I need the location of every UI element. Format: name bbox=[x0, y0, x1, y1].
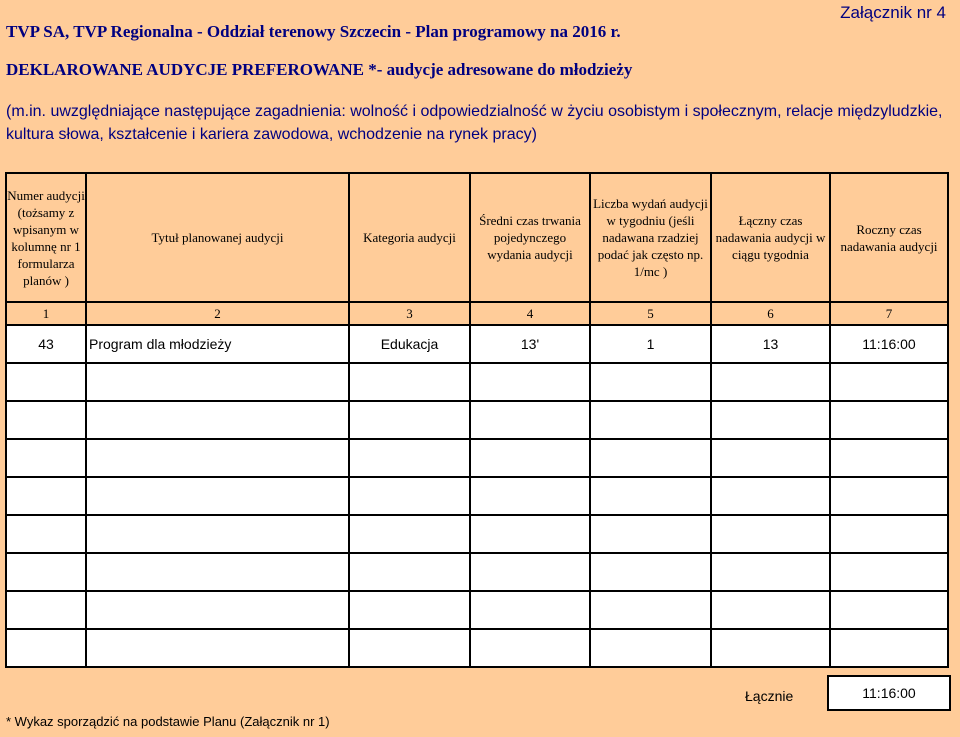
table-cell bbox=[470, 553, 590, 591]
page-description: (m.in. uwzględniające następujące zagadnienia: wolność i odpowiedzialność w życiu osobistym i społecznym, relacje międzyludzkie, kultura słowa, kształcenie i kariera zawodowa, wchodzenie na rynek pracy) bbox=[6, 103, 943, 143]
table-cell bbox=[470, 477, 590, 515]
column-header: Średni czas trwania pojedynczego wydania audycji bbox=[470, 173, 590, 302]
table-cell bbox=[711, 363, 830, 401]
column-number-row bbox=[6, 302, 948, 325]
table-cell bbox=[349, 363, 470, 401]
table-cell bbox=[86, 591, 349, 629]
table-cell bbox=[590, 629, 711, 667]
table-cell bbox=[86, 515, 349, 553]
table-cell bbox=[86, 629, 349, 667]
table-cell bbox=[86, 401, 349, 439]
total-value: 11:16:00 bbox=[827, 675, 951, 711]
table-cell bbox=[349, 515, 470, 553]
table-row-empty bbox=[6, 515, 948, 553]
table-cell bbox=[830, 553, 948, 591]
table-cell bbox=[86, 363, 349, 401]
table-cell bbox=[830, 591, 948, 629]
table-cell bbox=[590, 591, 711, 629]
table-header-row bbox=[6, 173, 948, 302]
table-cell: 13' bbox=[470, 325, 590, 363]
table-cell bbox=[349, 439, 470, 477]
column-header: Numer audycji (tożsamy z wpisanym w kolumnę nr 1 formularza planów ) bbox=[6, 173, 86, 302]
annex-label: Załącznik nr 4 bbox=[840, 3, 946, 22]
table-cell bbox=[349, 591, 470, 629]
column-number: 6 bbox=[711, 302, 830, 325]
table-cell bbox=[349, 629, 470, 667]
programs-table bbox=[5, 172, 949, 668]
table-cell bbox=[6, 591, 86, 629]
table-cell bbox=[86, 553, 349, 591]
table-cell bbox=[590, 363, 711, 401]
table-cell bbox=[711, 515, 830, 553]
table-cell: 1 bbox=[590, 325, 711, 363]
table-row-empty bbox=[6, 401, 948, 439]
table-cell bbox=[6, 363, 86, 401]
table-cell bbox=[711, 401, 830, 439]
table-cell bbox=[590, 477, 711, 515]
column-number: 1 bbox=[6, 302, 86, 325]
table-cell bbox=[470, 629, 590, 667]
table-cell bbox=[830, 629, 948, 667]
table-cell bbox=[6, 439, 86, 477]
table-row-empty bbox=[6, 363, 948, 401]
table-cell: Program dla młodzieży bbox=[86, 325, 349, 363]
column-header: Łączny czas nadawania audycji w ciągu tygodnia bbox=[711, 173, 830, 302]
table-cell bbox=[590, 401, 711, 439]
table-cell: Edukacja bbox=[349, 325, 470, 363]
table-cell bbox=[6, 401, 86, 439]
column-number: 2 bbox=[86, 302, 349, 325]
table-cell: 11:16:00 bbox=[830, 325, 948, 363]
table-cell bbox=[6, 477, 86, 515]
table-cell: 13 bbox=[711, 325, 830, 363]
table-row-empty bbox=[6, 591, 948, 629]
table-cell: 43 bbox=[6, 325, 86, 363]
table-cell bbox=[470, 363, 590, 401]
column-number: 3 bbox=[349, 302, 470, 325]
table-row-empty bbox=[6, 629, 948, 667]
table-cell bbox=[711, 439, 830, 477]
table-cell bbox=[6, 515, 86, 553]
table-cell bbox=[470, 401, 590, 439]
table-cell bbox=[470, 515, 590, 553]
table-cell bbox=[711, 477, 830, 515]
table-cell bbox=[470, 591, 590, 629]
table-cell bbox=[86, 477, 349, 515]
table-cell bbox=[590, 553, 711, 591]
column-header: Liczba wydań audycji w tygodniu (jeśli nadawana rzadziej podać jak często np. 1/mc ) bbox=[590, 173, 711, 302]
table-row-empty bbox=[6, 553, 948, 591]
table-cell bbox=[830, 515, 948, 553]
table-cell bbox=[590, 515, 711, 553]
table-cell bbox=[830, 363, 948, 401]
column-header: Kategoria audycji bbox=[349, 173, 470, 302]
table-cell bbox=[830, 401, 948, 439]
column-number: 5 bbox=[590, 302, 711, 325]
table-cell bbox=[349, 401, 470, 439]
table-cell bbox=[711, 629, 830, 667]
column-header: Roczny czas nadawania audycji bbox=[830, 173, 948, 302]
table-cell bbox=[6, 629, 86, 667]
column-number: 7 bbox=[830, 302, 948, 325]
table-row-empty bbox=[6, 439, 948, 477]
total-label: Łącznie bbox=[745, 688, 794, 704]
table-row-empty bbox=[6, 477, 948, 515]
column-header: Tytuł planowanej audycji bbox=[86, 173, 349, 302]
table-cell bbox=[711, 553, 830, 591]
column-number: 4 bbox=[470, 302, 590, 325]
table-cell bbox=[86, 439, 349, 477]
table-cell bbox=[711, 591, 830, 629]
table-cell bbox=[830, 439, 948, 477]
table-cell bbox=[470, 439, 590, 477]
page-title: TVP SA, TVP Regionalna - Oddział terenowy Szczecin - Plan programowy na 2016 r. bbox=[6, 22, 621, 41]
table-row bbox=[6, 325, 948, 363]
table-cell bbox=[590, 439, 711, 477]
table-cell bbox=[349, 553, 470, 591]
footer-note: * Wykaz sporządzić na podstawie Planu (Załącznik nr 1) bbox=[6, 714, 330, 729]
table-cell bbox=[349, 477, 470, 515]
table-cell bbox=[6, 553, 86, 591]
table-cell bbox=[830, 477, 948, 515]
page-subtitle: DEKLAROWANE AUDYCJE PREFEROWANE *- audycje adresowane do młodzieży bbox=[6, 60, 633, 79]
